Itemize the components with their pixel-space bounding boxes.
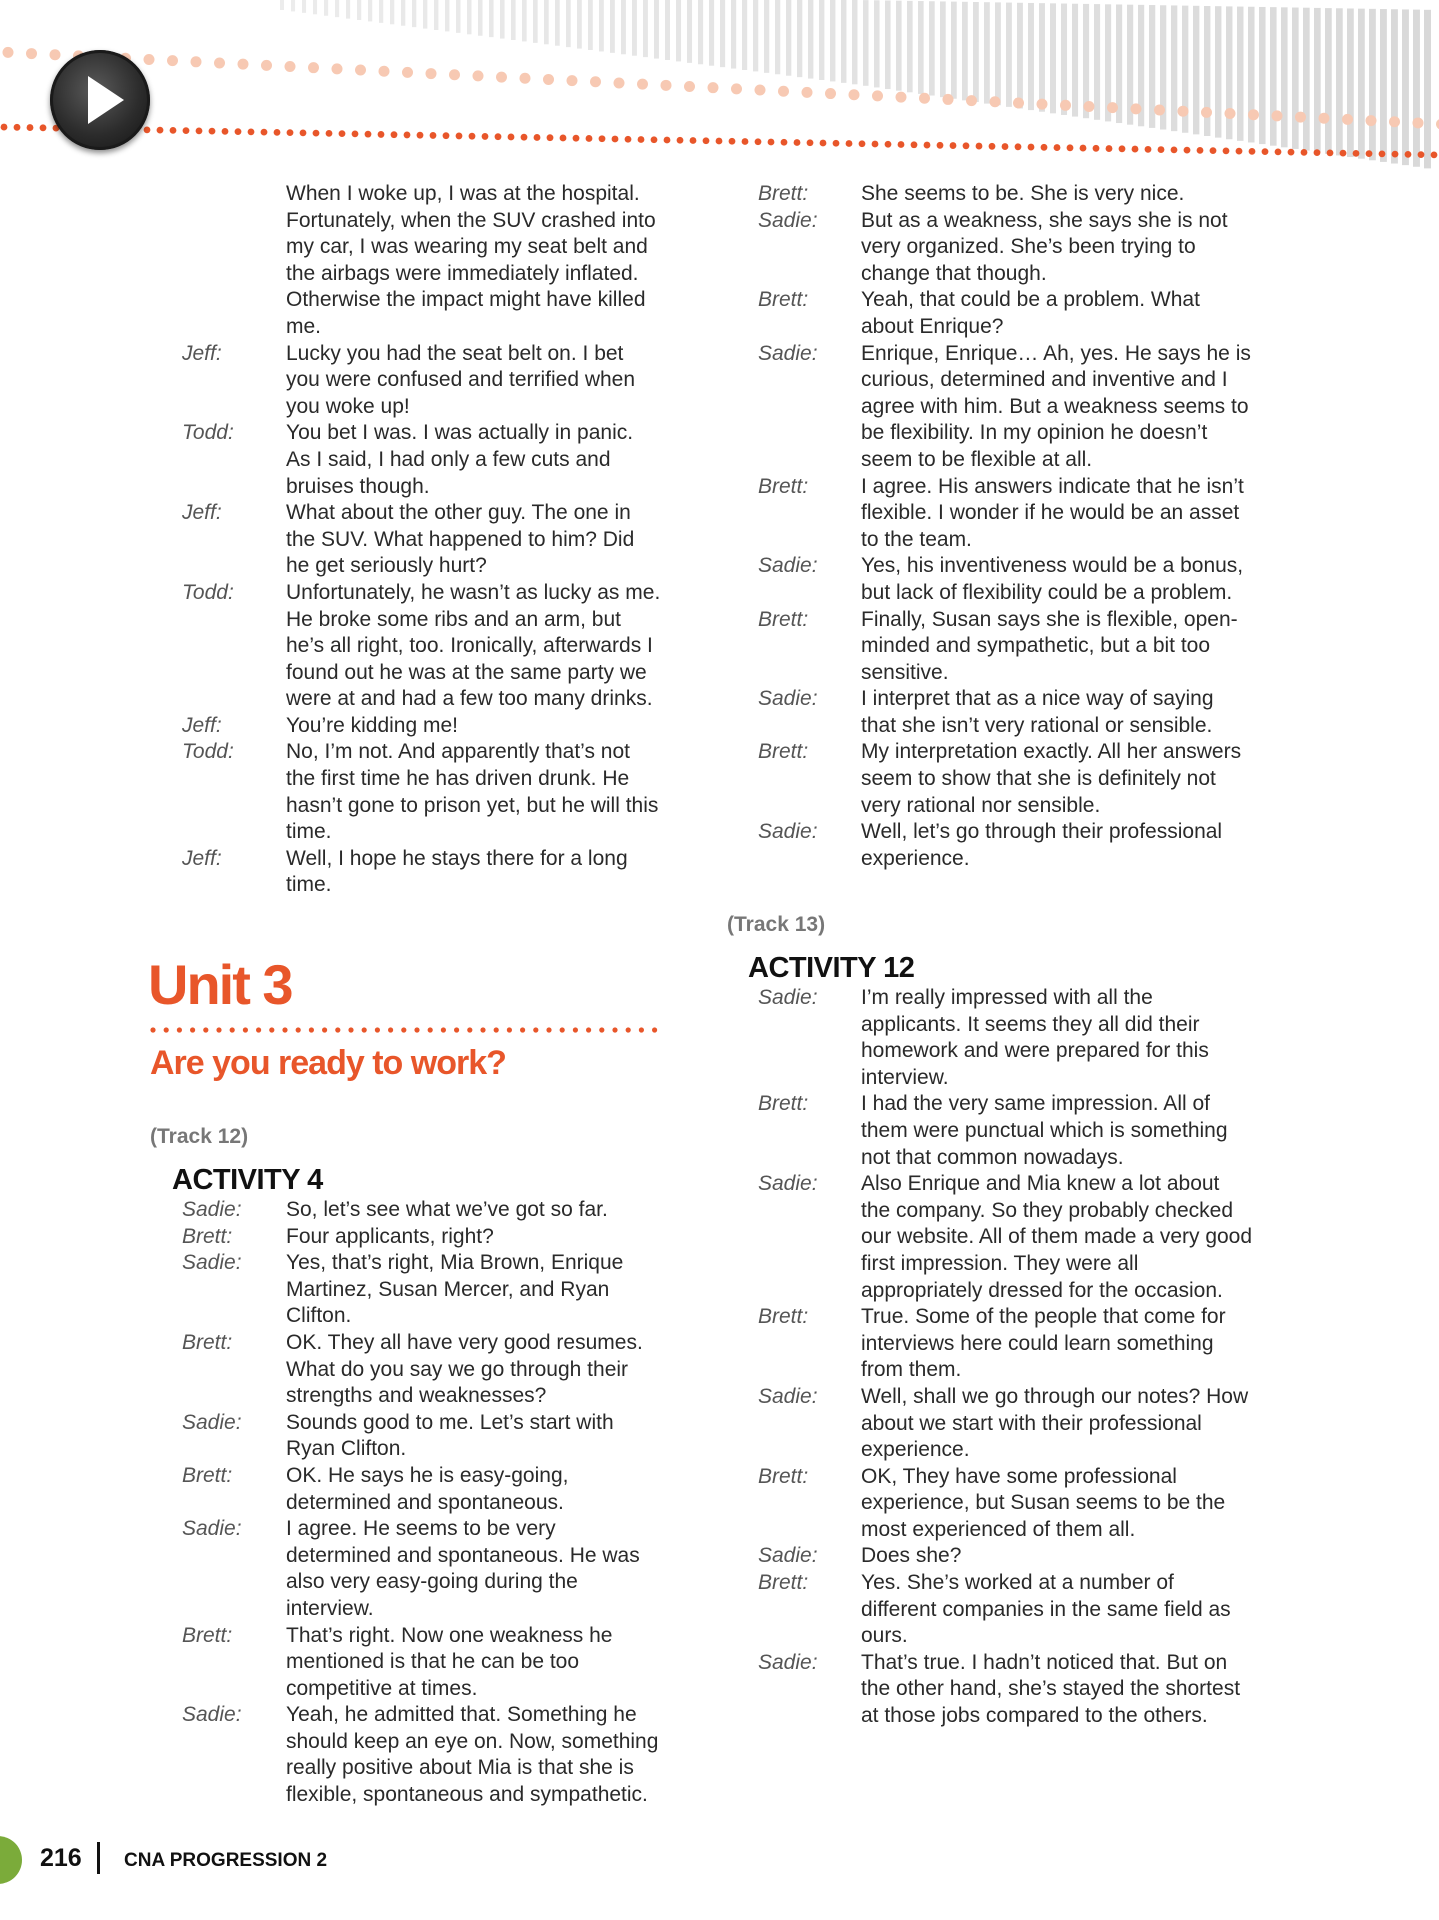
dialogue-line — [758, 1384, 1253, 1464]
dialogue-line — [758, 739, 1253, 819]
footer-green-dot — [0, 1836, 22, 1884]
dialogue-text: Yeah, that could be a problem. What about Enrique? — [861, 288, 1200, 338]
right-column — [758, 181, 1253, 872]
dialogue-line — [182, 500, 662, 580]
dialogue-line — [758, 474, 1253, 554]
speaker-name: Sadie: — [758, 986, 818, 1009]
speaker-name: Brett: — [182, 1623, 233, 1647]
dialogue-text: She seems to be. She is very nice. — [861, 182, 1185, 205]
dialogue-text: Finally, Susan says she is flexible, open-minded and sympathetic, but a bit too sensitive. — [861, 607, 1238, 684]
dialogue-line — [758, 1464, 1253, 1544]
dialogue-text: My interpretation exactly. All her answers seem to show that she is definitely not very rational nor sensible. — [861, 740, 1242, 817]
dialogue-text: That’s true. I hadn’t noticed that. But on the other hand, she’s stayed the shortest at those jobs compared to the others. — [861, 1650, 1241, 1728]
dialogue-line — [182, 341, 662, 421]
dialogue-text: No, I’m not. And apparently that’s not the first time he has driven drunk. He hasn’t gone to prison yet, but he will this time. — [286, 740, 659, 844]
dialogue-line — [182, 1197, 662, 1224]
dialogue-text: I had the very same impression. All of them were punctual which is something not that common nowadays. — [861, 1092, 1228, 1169]
speaker-name: Brett: — [758, 740, 809, 764]
dialogue-line — [182, 420, 662, 500]
dialogue-text: OK. They all have very good resumes. What do you say we go through their strengths and weaknesses? — [286, 1330, 643, 1408]
dialogue-line — [182, 1250, 662, 1330]
audio-play-button[interactable] — [50, 50, 150, 150]
speaker-name: Sadie: — [758, 554, 818, 578]
dialogue-line — [758, 341, 1253, 474]
header-stripes — [280, 0, 1431, 168]
dialogue-text: OK. He says he is easy-going, determined and spontaneous. — [286, 1463, 569, 1514]
track-label-13: (Track 13) — [727, 913, 826, 936]
activity-4-title: ACTIVITY 4 — [172, 1164, 323, 1196]
speaker-name: Brett: — [182, 1330, 233, 1354]
dialogue-continued-left — [182, 181, 662, 899]
dialogue-line — [758, 819, 1253, 872]
dialogue-text: Lucky you had the seat belt on. I bet you were confused and terrified when you woke up! — [286, 341, 636, 418]
dialogue-line — [182, 713, 662, 740]
speaker-name: Brett: — [758, 182, 809, 205]
speaker-name: Sadie: — [758, 1172, 818, 1196]
speaker-name: Jeff: — [182, 846, 222, 870]
dialogue-text: I interpret that as a nice way of saying that she isn’t very rational or sensible. — [861, 687, 1214, 737]
play-icon — [50, 50, 150, 150]
speaker-name: Sadie: — [758, 341, 818, 365]
dialogue-line — [182, 1702, 662, 1808]
dialogue-text: So, let’s see what we’ve got so far. — [286, 1198, 608, 1221]
dialogue-text: Well, shall we go through our notes? How about we start with their professional experience. — [861, 1384, 1249, 1462]
dialogue-text: Also Enrique and Mia knew a lot about the company. So they probably checked our website. All of them made a very good first impression. They were all appropriately dressed for the occasion. — [861, 1172, 1253, 1302]
speaker-name: Sadie: — [758, 1544, 818, 1568]
activity-12-dialogue — [758, 985, 1253, 1730]
speaker-name: Brett: — [758, 1571, 809, 1595]
dialogue-text: You bet I was. I was actually in panic. As I said, I had only a few cuts and bruises though. — [286, 421, 634, 498]
dialogue-text: When I woke up, I was at the hospital. Fortunately, when the SUV crashed into my car, I was wearing my seat belt and the airbags were immediately inflated. Otherwise the impact might have killed me. — [286, 182, 656, 338]
speaker-name: Sadie: — [758, 687, 818, 711]
speaker-name: Brett: — [182, 1463, 233, 1487]
dialogue-line — [182, 580, 662, 713]
speaker-name: Jeff: — [182, 713, 222, 737]
dialogue-line — [758, 553, 1253, 606]
speaker-name: Sadie: — [758, 1384, 818, 1408]
speaker-name: Sadie: — [182, 1251, 242, 1275]
page-number: 216 — [40, 1844, 82, 1872]
speaker-name: Sadie: — [758, 820, 818, 844]
dialogue-line — [758, 181, 1253, 208]
dialogue-text: What about the other guy. The one in the SUV. What happened to him? Did he get seriously hurt? — [286, 501, 635, 578]
dialogue-line — [182, 1623, 662, 1703]
dialogue-text: I agree. His answers indicate that he isn’t flexible. I wonder if he would be an asset to the team. — [861, 474, 1244, 551]
unit-title: Unit 3 — [148, 953, 292, 1016]
dialogue-line — [758, 1543, 1253, 1570]
dialogue-continued-right — [758, 181, 1253, 872]
dialogue-text: Yes, his inventiveness would be a bonus, but lack of flexibility could be a problem. — [861, 554, 1244, 604]
book-title: CNA PROGRESSION 2 — [124, 1850, 328, 1871]
speaker-name: Sadie: — [182, 1410, 242, 1434]
dialogue-text: I’m really impressed with all the applicants. It seems they all did their homework and were prepared for this interview. — [861, 986, 1209, 1089]
header-decoration — [0, 0, 1439, 175]
dialogue-line — [182, 846, 662, 899]
dialogue-text: OK, They have some professional experience, but Susan seems to be the most experienced of them all. — [861, 1464, 1226, 1541]
activity-12-title: ACTIVITY 12 — [748, 952, 915, 984]
dialogue-text: Sounds good to me. Let’s start with Ryan Clifton. — [286, 1410, 614, 1461]
dialogue-text: Unfortunately, he wasn’t as lucky as me. He broke some ribs and an arm, but he’s all right, too. Ironically, afterwards I found out he was at the same party we were at and had a few too many drinks. — [286, 580, 661, 711]
dialogue-line — [182, 181, 662, 341]
dialogue-text: That’s right. Now one weakness he mentioned is that he can be too competitive at times. — [286, 1623, 613, 1700]
speaker-name: Brett: — [758, 1092, 809, 1116]
speaker-name: Jeff: — [182, 501, 222, 525]
track-label-12: (Track 12) — [150, 1125, 249, 1148]
left-column — [182, 181, 662, 899]
header-dots-orange — [1, 124, 1439, 159]
dialogue-text: Yeah, he admitted that. Something he should keep an eye on. Now, something really positive about Mia is that she is flexible, spontaneous and sympathetic. — [286, 1703, 659, 1807]
speaker-name: Brett: — [182, 1224, 233, 1248]
speaker-name: Todd: — [182, 421, 234, 445]
unit-subtitle: Are you ready to work? — [150, 1044, 506, 1082]
speaker-name: Brett: — [758, 288, 809, 312]
dialogue-line — [182, 1224, 662, 1251]
dialogue-line — [758, 607, 1253, 687]
dialogue-text: Well, let’s go through their professional experience. — [861, 820, 1223, 870]
speaker-name: Brett: — [758, 1305, 809, 1329]
speaker-name: Todd: — [182, 740, 234, 764]
speaker-name: Brett: — [758, 474, 809, 498]
dialogue-text: True. Some of the people that come for interviews here could learn something from them. — [861, 1305, 1226, 1382]
dialogue-text: Enrique, Enrique… Ah, yes. He says he is curious, determined and inventive and I agree with him. But a weakness seems to be flexibility. In my opinion he doesn’t seem to be flexible at all. — [861, 341, 1251, 471]
dialogue-line — [758, 1091, 1253, 1171]
dialogue-line — [758, 1304, 1253, 1384]
dialogue-line — [182, 1330, 662, 1410]
dialogue-text: I agree. He seems to be very determined and spontaneous. He was also very easy-going during the interview. — [286, 1517, 640, 1620]
dialogue-text: But as a weakness, she says she is not very organized. She’s been trying to change that though. — [861, 208, 1228, 285]
dialogue-line — [758, 1171, 1253, 1304]
dialogue-line — [758, 287, 1253, 340]
speaker-name: Jeff: — [182, 341, 222, 365]
unit-dotted-rule — [150, 1026, 660, 1034]
speaker-name: Sadie: — [758, 1650, 818, 1674]
speaker-name: Sadie: — [182, 1517, 242, 1541]
dialogue-line — [182, 739, 662, 845]
speaker-name: Sadie: — [182, 1703, 242, 1727]
dialogue-line — [758, 208, 1253, 288]
speaker-name: Brett: — [758, 607, 809, 631]
dialogue-line — [182, 1516, 662, 1622]
footer-divider — [97, 1842, 100, 1874]
dialogue-text: You’re kidding me! — [286, 713, 458, 737]
dialogue-line — [758, 985, 1253, 1091]
speaker-name: Todd: — [182, 580, 234, 604]
dialogue-line — [758, 686, 1253, 739]
dialogue-line — [182, 1463, 662, 1516]
dialogue-text: Does she? — [861, 1544, 962, 1568]
dialogue-text: Yes, that’s right, Mia Brown, Enrique Martinez, Susan Mercer, and Ryan Clifton. — [286, 1251, 624, 1328]
speaker-name: Brett: — [758, 1464, 809, 1488]
dialogue-text: Yes. She’s worked at a number of different companies in the same field as ours. — [861, 1571, 1231, 1648]
dialogue-text: Well, I hope he stays there for a long time. — [286, 846, 628, 897]
dialogue-line — [182, 1410, 662, 1463]
dialogue-line — [758, 1650, 1253, 1730]
speaker-name: Sadie: — [758, 208, 818, 232]
activity-4-dialogue — [182, 1197, 662, 1809]
speaker-name: Sadie: — [182, 1198, 242, 1221]
dialogue-line — [758, 1570, 1253, 1650]
dialogue-text: Four applicants, right? — [286, 1224, 494, 1248]
